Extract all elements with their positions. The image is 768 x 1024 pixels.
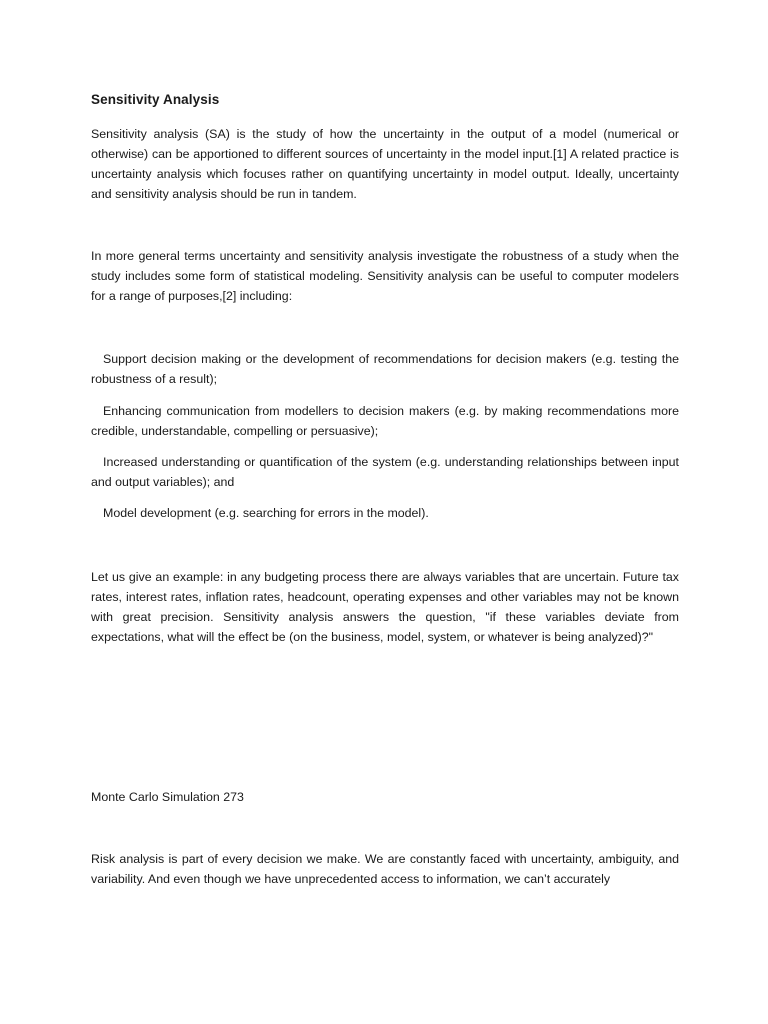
list-item: Enhancing communication from modellers to decision makers (e.g. by making recommendations more credible, understandable, compelling or persuasive); (91, 404, 679, 438)
risk-paragraph: Risk analysis is part of every decision we make. We are constantly faced with uncertainty, ambiguity, and variability. And even though we have unprecedented access to information, we can’t accurately (91, 852, 679, 886)
list-item: Support decision making or the development of recommendations for decision makers (e.g. testing the robustness of a result); (91, 352, 679, 386)
intro-paragraph: Sensitivity analysis (SA) is the study of how the uncertainty in the output of a model (numerical or otherwise) can be apportioned to different sources of uncertainty in the model input.[1] A related practice is uncertainty analysis which focuses rather on quantifying uncertainty in model output. Ideally, uncertainty and sensitivity analysis should be run in tandem. (91, 127, 679, 201)
page-title: Sensitivity Analysis (91, 92, 220, 107)
list-item: Model development (e.g. searching for errors in the model). (103, 506, 429, 520)
list-item: Increased understanding or quantification of the system (e.g. understanding relationships between input and output variables); and (91, 455, 679, 489)
general-terms-paragraph: In more general terms uncertainty and sensitivity analysis investigate the robustness of a study when the study includes some form of statistical modeling. Sensitivity analysis can be useful to computer modelers for a range of purposes,[2] including: (91, 249, 679, 303)
section-heading: Monte Carlo Simulation 273 (91, 790, 244, 804)
example-paragraph: Let us give an example: in any budgeting process there are always variables that are uncertain. Future tax rates, interest rates, inflation rates, headcount, operating expenses and other variables may not be known with great precision. Sensitivity analysis answers the question, "if these variables deviate from expectations, what will the effect be (on the business, model, system, or whatever is being analyzed)?" (91, 570, 679, 644)
